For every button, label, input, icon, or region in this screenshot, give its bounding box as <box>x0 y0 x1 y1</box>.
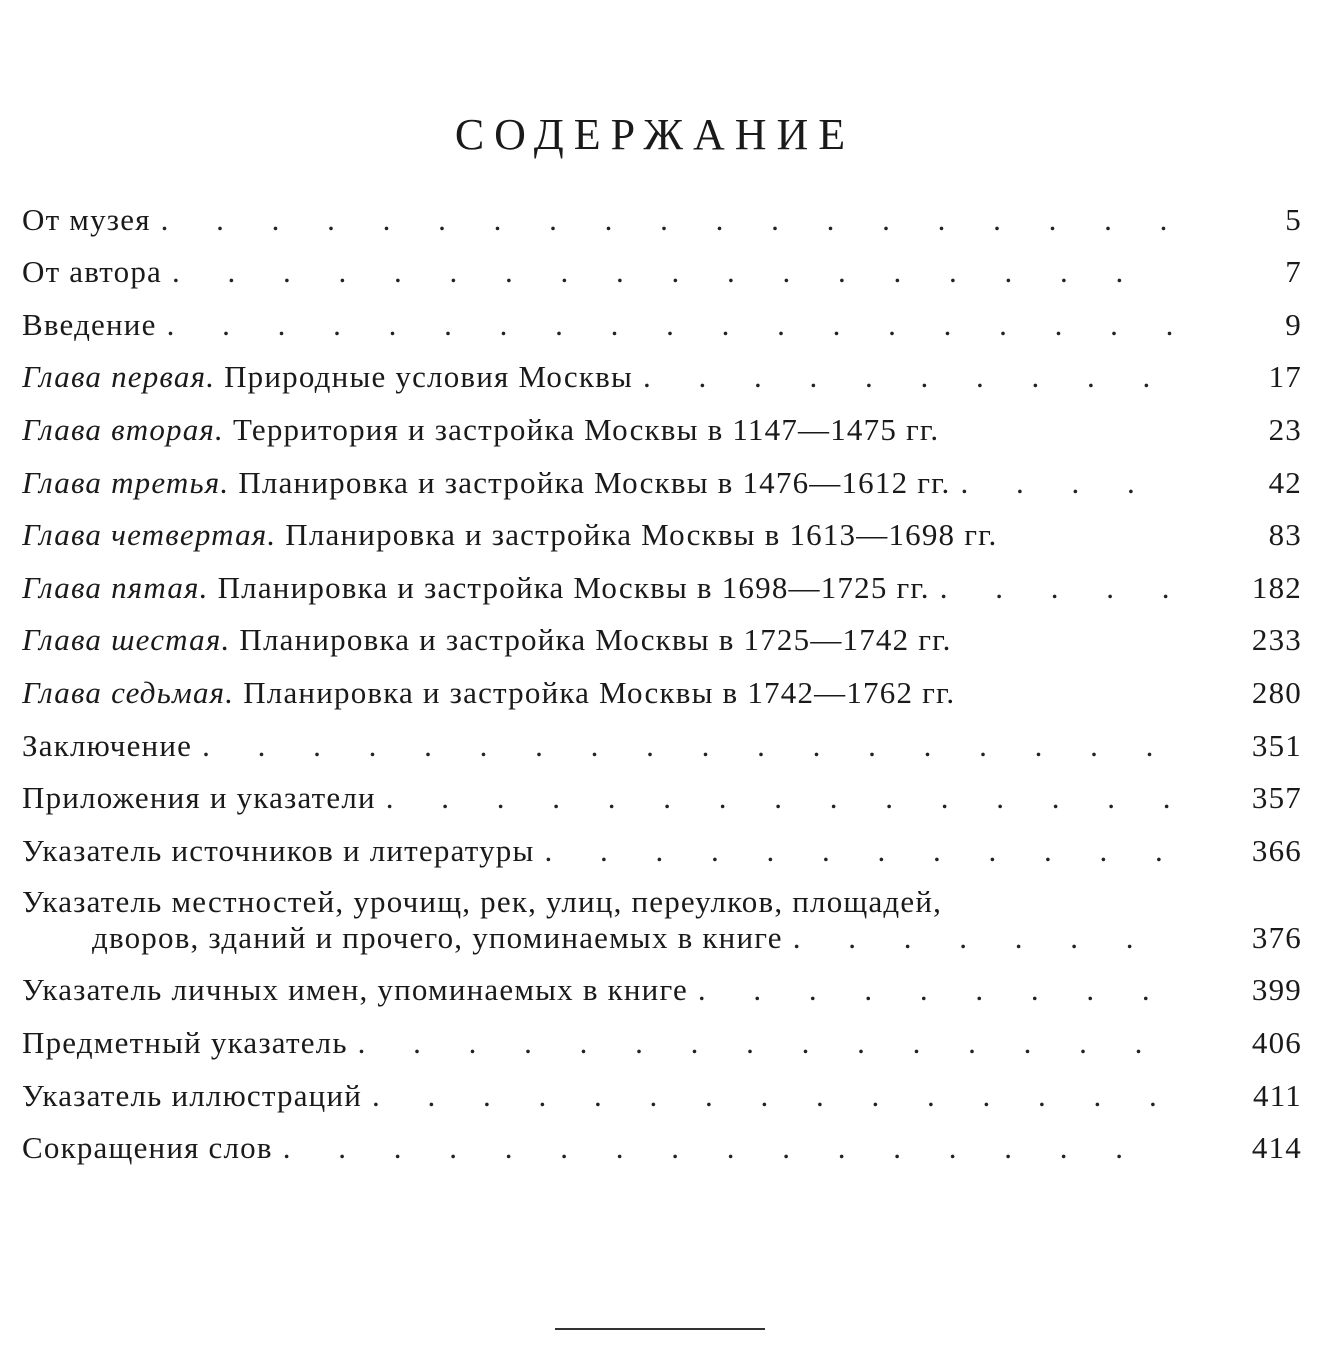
page-number: 83 <box>1268 517 1302 553</box>
entry-text: Планировка и застройка Москвы в 1613—1698 гг. <box>285 517 998 553</box>
toc-entry <box>22 553 1302 606</box>
entry-text: Планировка и застройка Москвы в 1742—1762 гг. <box>243 674 956 710</box>
toc-entry <box>22 290 1302 343</box>
entry-text: Планировка и застройка Москвы в 1698—1725 гг. <box>217 569 930 605</box>
entry-text: Приложения и указатели <box>22 780 376 816</box>
toc-entry <box>22 1114 1302 1167</box>
page-number: 411 <box>1253 1077 1302 1113</box>
leader-dots <box>151 202 1172 238</box>
page-title: СОДЕРЖАНИЕ <box>454 110 856 160</box>
page-number: 17 <box>1268 359 1302 395</box>
page-number: 414 <box>1251 1130 1302 1166</box>
chapter-label: Глава шестая. <box>22 622 231 658</box>
toc-entry <box>22 606 1302 659</box>
toc-entry <box>22 869 1302 956</box>
leader-dots <box>688 972 1172 1008</box>
toc-entry <box>22 501 1302 554</box>
entry-text: Указатель источников и литературы <box>22 832 535 868</box>
chapter-label: Глава седьмая. <box>22 674 235 710</box>
toc-entry <box>22 395 1302 448</box>
leader-dots <box>273 1130 1172 1166</box>
entry-text: Природные условия Москвы <box>224 359 633 395</box>
toc-entry <box>22 1008 1302 1061</box>
page-number: 406 <box>1251 1024 1302 1060</box>
toc-entry <box>22 343 1302 396</box>
entry-text: Введение <box>22 306 157 342</box>
page-number: 7 <box>1285 254 1302 290</box>
entry-text: Территория и застройка Москвы в 1147—1475 гг. <box>232 411 940 447</box>
page-number: 280 <box>1251 674 1302 710</box>
entry-text: Сокращения слов <box>22 1130 273 1166</box>
leader-dots <box>348 1025 1172 1061</box>
page-number: 5 <box>1285 201 1302 237</box>
page-number: 351 <box>1251 727 1302 763</box>
leader-dots <box>162 254 1172 290</box>
page-number: 357 <box>1251 780 1302 816</box>
chapter-label: Глава первая. <box>22 359 216 395</box>
entry-text: Планировка и застройка Москвы в 1476—1612 гг. <box>238 464 951 500</box>
page-number: 42 <box>1268 464 1302 500</box>
leader-dots <box>535 833 1172 869</box>
chapter-label: Глава третья. <box>22 464 230 500</box>
entry-text: От музея <box>22 201 151 237</box>
leader-dots <box>633 359 1172 395</box>
leader-dots <box>192 728 1172 764</box>
entry-text: От автора <box>22 254 163 290</box>
leader-dots <box>783 920 1172 956</box>
leader-dots <box>930 570 1172 606</box>
page-number: 376 <box>1251 919 1302 955</box>
chapter-label: Глава пятая. <box>22 569 209 605</box>
toc-entry <box>22 1061 1302 1114</box>
toc-entry <box>22 448 1302 501</box>
page-number: 182 <box>1251 569 1302 605</box>
toc-entry <box>22 185 1302 238</box>
entry-text: Указатель местностей, урочищ, рек, улиц, переулков, площадей, <box>22 883 943 919</box>
entry-text: Указатель личных имен, упоминаемых в книге <box>22 972 688 1008</box>
chapter-label: Глава четвертая. <box>22 517 277 553</box>
entry-text: Указатель иллюстраций <box>22 1077 363 1113</box>
footer-rule <box>555 1328 765 1330</box>
toc-entry <box>22 816 1302 869</box>
page-number: 366 <box>1251 832 1302 868</box>
entry-text: Предметный указатель <box>22 1024 348 1060</box>
table-of-contents <box>22 185 1302 1166</box>
leader-dots <box>376 780 1172 816</box>
toc-entry <box>22 238 1302 291</box>
entry-text: Планировка и застройка Москвы в 1725—1742 гг. <box>239 622 952 658</box>
toc-entry <box>22 711 1302 764</box>
chapter-label: Глава вторая. <box>22 411 224 447</box>
entry-text-continued: дворов, зданий и прочего, упоминаемых в книге <box>92 919 783 955</box>
page-number: 9 <box>1285 306 1302 342</box>
entry-text: Заключение <box>22 727 193 763</box>
leader-dots <box>362 1078 1172 1114</box>
toc-entry <box>22 764 1302 817</box>
page-number: 23 <box>1268 411 1302 447</box>
page-number: 399 <box>1251 972 1302 1008</box>
toc-entry <box>22 658 1302 711</box>
page-number: 233 <box>1251 622 1302 658</box>
leader-dots <box>951 465 1172 501</box>
leader-dots <box>157 307 1172 343</box>
toc-entry <box>22 956 1302 1009</box>
